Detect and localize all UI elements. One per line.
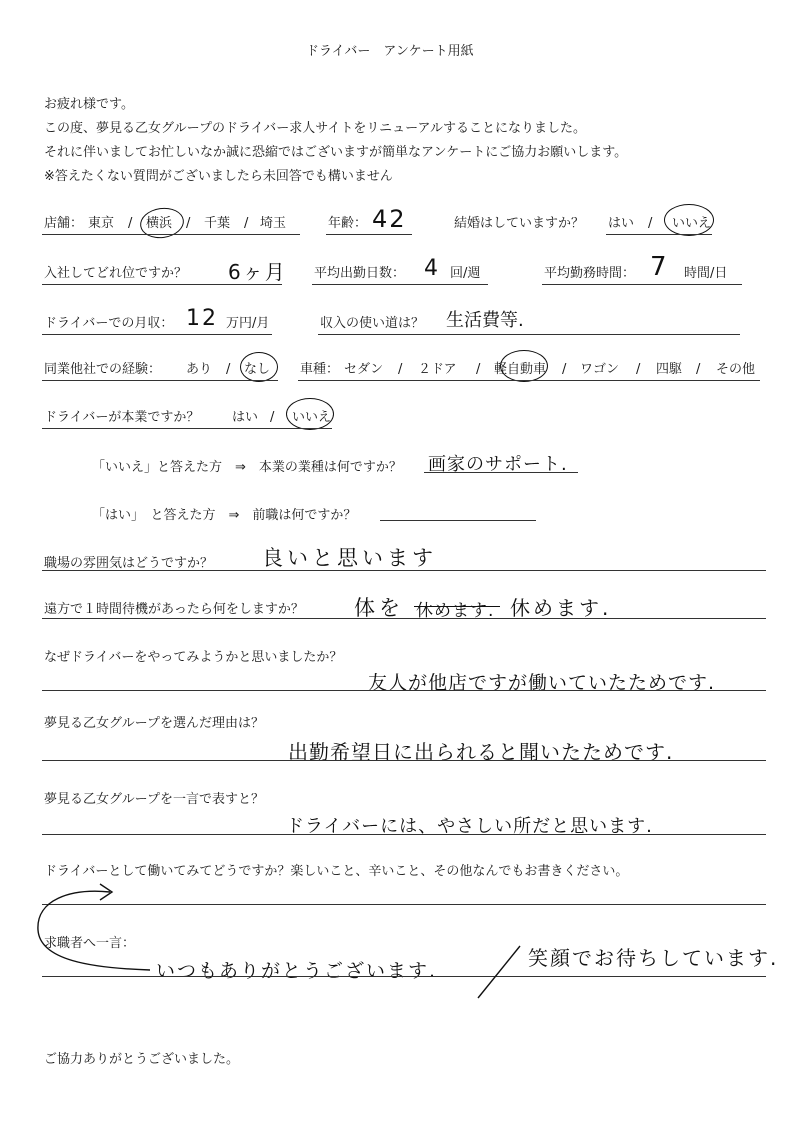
intro-line-1: お疲れ様です。: [44, 97, 134, 112]
waiting-answer-struck: 休めます.: [416, 601, 495, 621]
why-driver-label: なぜドライバーをやってみようかと思いましたか？: [44, 650, 343, 665]
store-option-tokyo: 東京: [88, 216, 115, 231]
experience-no: なし: [244, 362, 271, 377]
income-unit: 万円/月: [226, 316, 270, 331]
if-yes-label: 「はい」 と答えた方 ⇒ 前職は何ですか？: [92, 508, 357, 523]
store-label: 店舗：: [44, 216, 84, 231]
if-no-answer: 画家のサポート.: [428, 454, 568, 475]
arrow-mark: [38, 891, 150, 970]
store-option-saitama: 埼玉: [260, 216, 287, 231]
message-answer-b: 笑顔でお待ちしています.: [528, 946, 779, 970]
one-word-label: 夢見る乙女グループを一言で表すと？: [44, 792, 264, 807]
car-sep: /: [398, 362, 403, 377]
car-sep: /: [696, 362, 701, 377]
experience-yes: あり: [186, 362, 213, 377]
married-yes: はい: [608, 216, 635, 231]
intro-line-2: この度、夢見る乙女グループのドライバー求人サイトをリニューアルすることになりました。: [44, 121, 586, 136]
waiting-answer-a: 体を: [354, 596, 404, 620]
store-option-chiba: 千葉: [204, 216, 231, 231]
store-option-yokohama: 横浜: [146, 216, 173, 231]
intro-line-3: それに伴いましてお忙しいなか誠に恐縮ではございますが簡単なアンケートにご協力お願いします。: [44, 145, 628, 160]
usage-answer: 生活費等.: [446, 310, 524, 331]
slash-mark: [478, 946, 520, 998]
waiting-label: 遠方で１時間待機があったら何をしますか？: [44, 602, 304, 617]
car-option-other: その他: [716, 362, 756, 377]
age-answer: 42: [372, 205, 407, 233]
car-sep: /: [476, 362, 481, 377]
closing-text: ご協力ありがとうございました。: [44, 1052, 240, 1067]
car-sep: /: [562, 362, 567, 377]
page-title: ドライバー アンケート用紙: [306, 44, 474, 59]
car-option-4wd: 四駆: [656, 362, 683, 377]
main-job-label: ドライバーが本業ですか？: [44, 410, 200, 425]
married-no: いいえ: [672, 216, 712, 231]
store-sep: /: [128, 216, 133, 231]
feelings-label: ドライバーとして働いてみてどうですか？楽しいこと、辛いこと、その他なんでもお書きください。: [44, 864, 629, 879]
income-label: ドライバーでの月収：: [44, 316, 174, 331]
message-answer-a: いつもありがとうございます.: [156, 960, 438, 982]
avg-days-unit: 回/週: [450, 266, 481, 281]
age-label: 年齢：: [328, 216, 368, 231]
avg-days-label: 平均出勤日数：: [314, 266, 406, 281]
avg-hours-label: 平均勤務時間：: [544, 266, 636, 281]
store-sep: /: [244, 216, 249, 231]
tenure-answer: 6ヶ月: [228, 260, 287, 284]
income-answer: 12: [186, 306, 218, 331]
avg-hours-answer: 7: [650, 252, 669, 282]
why-group-label: 夢見る乙女グループを選んだ理由は？: [44, 716, 264, 731]
store-sep: /: [186, 216, 191, 231]
avg-days-answer: 4: [424, 256, 440, 281]
married-sep: /: [648, 216, 653, 231]
car-type-label: 車種：: [300, 362, 340, 377]
car-option-wagon: ワゴン: [580, 362, 620, 377]
avg-hours-unit: 時間/日: [684, 266, 728, 281]
if-no-label: 「いいえ」と答えた方 ⇒ 本業の業種は何ですか？: [92, 460, 402, 475]
car-option-sedan: セダン: [344, 362, 384, 377]
why-group-answer: 出勤希望日に出られると聞いたためです.: [288, 740, 674, 764]
main-job-yes: はい: [232, 410, 259, 425]
message-label: 求職者へ一言：: [44, 936, 136, 951]
waiting-answer-b: 休めます.: [510, 596, 612, 620]
car-option-kei: 軽自動車: [494, 362, 547, 377]
tenure-label: 入社してどれ位ですか？: [44, 266, 188, 281]
why-driver-answer: 友人が他店ですが働いていたためです.: [368, 672, 716, 694]
car-option-2door: ２ドア: [418, 362, 457, 377]
car-sep: /: [636, 362, 641, 377]
usage-label: 収入の使い道は？: [320, 316, 425, 331]
main-job-sep: /: [270, 410, 275, 425]
one-word-answer: ドライバーには、やさしい所だと思います.: [286, 816, 653, 837]
main-job-no: いいえ: [292, 410, 332, 425]
intro-line-4: ※答えたくない質問がございましたら未回答でも構いません: [44, 169, 393, 184]
married-label: 結婚はしていますか？: [454, 216, 585, 231]
atmosphere-answer: 良いと思います: [262, 546, 437, 570]
experience-label: 同業他社での経験：: [44, 362, 162, 377]
experience-sep: /: [226, 362, 231, 377]
atmosphere-label: 職場の雰囲気はどうですか？: [44, 556, 214, 571]
